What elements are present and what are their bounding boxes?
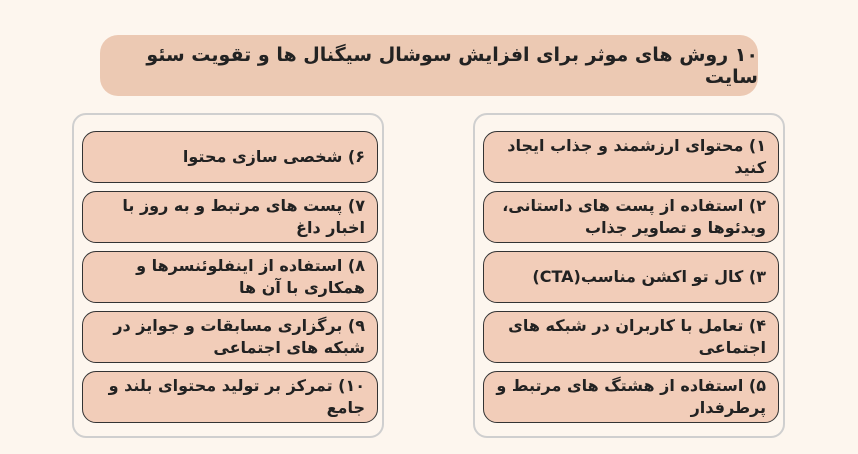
right-column-panel	[473, 113, 785, 438]
method-item-8: ۸) استفاده از اینفلوئنسرها و همکاری با آن ها	[82, 251, 378, 303]
method-item-2: ۲) استفاده از پست های داستانی، ویدئوها و تصاویر جذاب	[483, 191, 779, 243]
method-item-6: ۶) شخصی سازی محتوا	[82, 131, 378, 183]
method-item-4: ۴) تعامل با کاربران در شبکه های اجتماعی	[483, 311, 779, 363]
diagram-title	[100, 35, 758, 96]
method-item-1: ۱) محتوای ارزشمند و جذاب ایجاد کنید	[483, 131, 779, 183]
method-item-10: ۱۰) تمرکز بر تولید محتوای بلند و جامع	[82, 371, 378, 423]
diagram-title-text: ۱۰ روش های موثر برای افزایش سوشال سیگنال ها و تقویت سئو سایت	[146, 43, 758, 88]
method-item-7: ۷) پست های مرتبط و به روز با اخبار داغ	[82, 191, 378, 243]
left-column-panel	[72, 113, 384, 438]
method-item-9: ۹) برگزاری مسابقات و جوایز در شبکه های اجتماعی	[82, 311, 378, 363]
method-item-3: ۳) کال تو اکشن مناسب(CTA)	[483, 251, 779, 303]
method-item-5: ۵) استفاده از هشتگ های مرتبط و پرطرفدار	[483, 371, 779, 423]
